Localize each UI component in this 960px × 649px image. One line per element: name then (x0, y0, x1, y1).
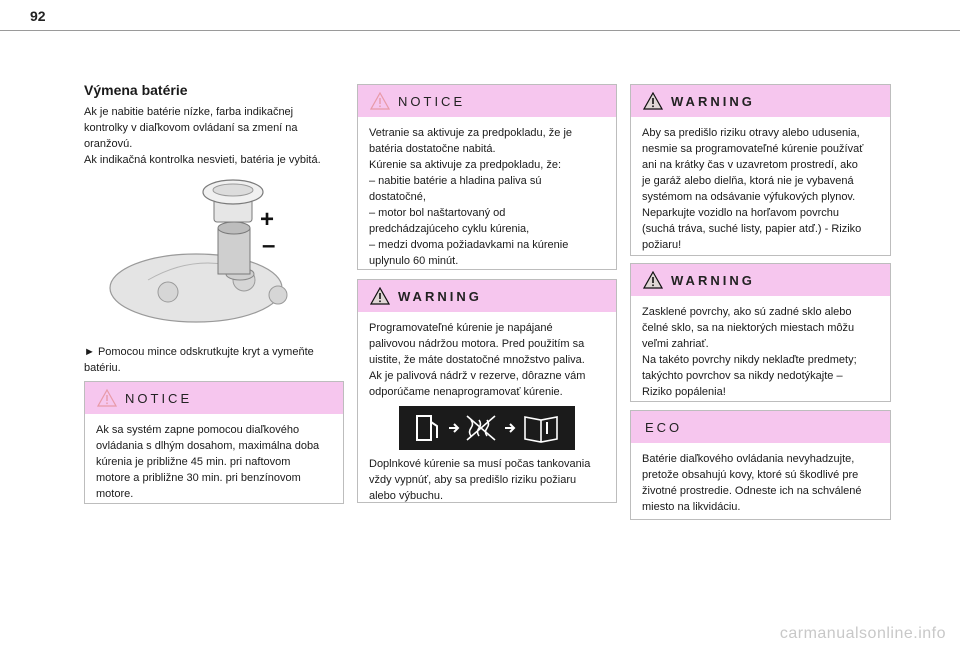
notice-triangle-icon (370, 92, 390, 110)
battery-intro: Ak je nabitie batérie nízke, farba indikačnej kontrolky v diaľkovom ovládaní sa zmení na oranžovú. Ak indikačná kontrolka nesvieti, batéria je vybitá. (84, 106, 321, 166)
warning-header (631, 85, 890, 117)
notice-box-remote (84, 381, 344, 504)
warning-title: WARNING (671, 93, 755, 109)
warning-text-refuel: Doplnkové kúrenie sa musí počas tankovania vždy vypnúť, aby sa predišlo riziku požiaru alebo výbuchu. (369, 458, 591, 502)
warning-title: WARNING (671, 272, 755, 288)
remote-battery-illustration (108, 170, 308, 330)
page-number: 92 (30, 8, 46, 24)
notice-text: Ak sa systém zapne pomocou diaľkového ovládania s dlhým dosahom, maximálna doba kúrenia je približne 45 min. pri naftovom motore a približne 30 min. pri benzínovom motore. (96, 424, 320, 500)
notice-text: Vetranie sa aktivuje za predpokladu, že je batéria dostatočne nabitá. Kúrenie sa aktivuje za predpokladu, že: – nabitie batérie a hladina paliva sú dostatočné, – motor bol naštartovaný od predchádzajúceho cyklu kúrenia, – medzi dvoma požiadavkami na kúrenie uplynulo 60 minút. (369, 127, 573, 267)
notice-title: NOTICE (125, 390, 193, 406)
warning-triangle-icon (643, 92, 663, 110)
notice-box-ventilation (357, 84, 617, 270)
eco-text: Batérie diaľkového ovládania nevyhadzujte, pretože obsahujú kovy, ktoré sú škodlivé pre životné prostredie. Odneste ich na schválené miesto na likvidáciu. (642, 453, 862, 513)
warning-box-fuel (357, 279, 617, 503)
notice-header (85, 382, 343, 414)
warning-title: WARNING (398, 288, 482, 304)
warning-triangle-icon (370, 287, 390, 305)
eco-title: ECO (645, 419, 683, 435)
notice-triangle-icon (97, 389, 117, 407)
eco-box (630, 410, 891, 520)
warning-text: Aby sa predišlo riziku otravy alebo udusenia, nesmie sa programovateľné kúrenie používať ani na krátky čas v uzavretom prostredí, ako je garáž alebo dielňa, ktorá nie je vybavená systémom na odsávanie výfukových plynov. Neparkujte vozidlo na horľavom povrchu (suchá tráva, suché listy, papier atď.) - Riziko požiaru! (642, 127, 864, 251)
watermark: carmanualsonline.info (779, 625, 946, 642)
warning-box-poisoning (630, 84, 891, 256)
warning-text: Programovateľné kúrenie je napájané palivovou nádržou motora. Pred použitím sa uistite, že máte dostatočné množstvo paliva. Ak je palivová nádrž v rezerve, dôrazne vám odporúčame nenaprogramovať kúrenie. (369, 322, 586, 398)
warning-text: Zasklené povrchy, ako sú zadné sklo alebo čelné sklo, sa na niektorých miestach môžu veľmi zahriať. Na takéto povrchy nikdy neklaďte predmety; takýchto povrchov sa nikdy nedotýkajte – Riziko popálenia! (642, 306, 857, 398)
battery-section (84, 82, 346, 168)
warning-box-glass (630, 263, 891, 402)
header-rule (0, 30, 960, 31)
plus-sign: + (260, 206, 275, 233)
minus-sign: – (262, 232, 276, 259)
eco-header (631, 411, 890, 443)
section-title: Výmena batérie (84, 82, 188, 98)
notice-header (358, 85, 616, 117)
refuel-pictogram (399, 406, 575, 450)
warning-triangle-icon (643, 271, 663, 289)
warning-header (358, 280, 616, 312)
notice-title: NOTICE (398, 93, 466, 109)
warning-header (631, 264, 890, 296)
battery-instruction: ► Pomocou mince odskrutkujte kryt a vymeňte batériu. (84, 346, 314, 374)
